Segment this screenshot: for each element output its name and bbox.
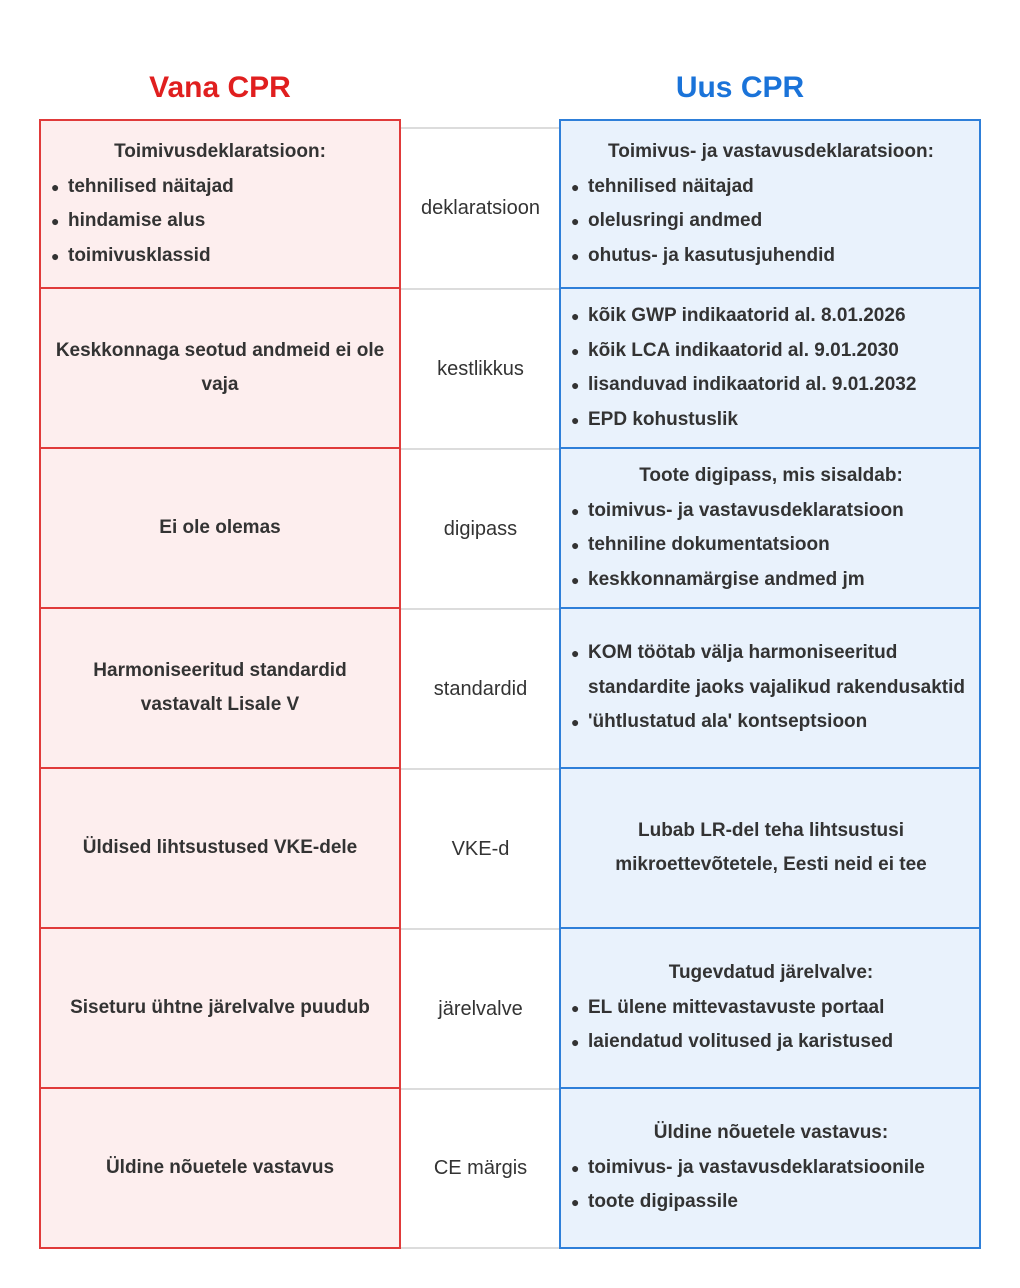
new-cell (561, 929, 979, 1089)
bullet-icon: ● (571, 502, 580, 519)
bullet-text: keskkonnamärgise andmed jm (588, 568, 865, 590)
new-cell (561, 289, 979, 449)
topic-column (401, 127, 560, 1249)
bullet-item (51, 204, 389, 239)
bullet-item (571, 1185, 971, 1220)
old-cell (41, 929, 399, 1089)
bullet-item (571, 1151, 971, 1186)
bullet-text: EL ülene mittevastavuste portaal (588, 996, 885, 1018)
bullet-text: ohutus- ja kasutusjuhendid (588, 244, 836, 266)
bullet-item (571, 494, 971, 529)
bullet-text: hindamise alus (68, 210, 206, 231)
old-cell (41, 1089, 399, 1247)
bullet-item (571, 528, 971, 563)
bullet-item (571, 636, 971, 705)
bullet-icon: ● (571, 377, 580, 393)
bullet-icon: ● (571, 178, 580, 195)
new-cell (561, 449, 979, 609)
old-cpr-heading: Vana CPR (149, 71, 291, 104)
bullet-icon: ● (51, 247, 60, 264)
bullet-text: KOM töötab välja harmoniseeritud standardite jaoks vajalikud rakendusaktid (588, 642, 965, 698)
topic-label: standardid (401, 608, 560, 768)
old-cell (41, 769, 399, 929)
old-cell (41, 289, 399, 449)
old-cell (41, 609, 399, 769)
old-cell (41, 121, 399, 289)
bullet-text: olelusringi andmed (588, 210, 763, 231)
bullet-icon: ● (571, 645, 580, 662)
bullet-item (571, 563, 971, 598)
bullet-item (51, 170, 389, 205)
new-cell-title: Toimivus- ja vastavusdeklaratsioon: (608, 141, 934, 162)
bullet-item (571, 299, 971, 334)
topic-label: digipass (401, 448, 560, 608)
bullet-icon: ● (571, 308, 580, 324)
bullet-item (571, 1025, 971, 1060)
bullet-text: toimivus- ja vastavusdeklaratsioonile (588, 1156, 925, 1178)
bullet-icon: ● (571, 571, 580, 588)
new-cell (561, 609, 979, 769)
old-cell-text: Siseturu ühtne järelvalve puudub (70, 996, 370, 1018)
new-cell-text: Lubab LR-del teha lihtsustusi mikroettevõtetele, Eesti neid ei tee (615, 819, 927, 875)
bullet-icon: ● (571, 247, 580, 264)
bullet-text: EPD kohustuslik (588, 408, 738, 430)
old-cell-text: Ei ole olemas (159, 516, 281, 538)
bullet-icon: ● (51, 213, 60, 229)
new-cell-title: Tugevdatud järelvalve: (668, 962, 874, 984)
bullet-item (571, 368, 971, 403)
old-cell (41, 449, 399, 609)
bullet-text: toimivus- ja vastavusdeklaratsioon (588, 499, 904, 521)
bullet-icon: ● (571, 999, 580, 1016)
bullet-icon: ● (571, 213, 580, 229)
bullet-item (571, 204, 971, 239)
old-cell-text: Üldine nõuetele vastavus (105, 1156, 335, 1178)
bullet-text: tehnilised näitajad (68, 175, 234, 197)
new-cell (561, 121, 979, 289)
bullet-item (571, 239, 971, 274)
old-cell-text: Keskkonnaga seotud andmeid ei ole vaja (55, 339, 385, 395)
bullet-item (571, 991, 971, 1026)
new-cpr-column (559, 119, 981, 1249)
new-cell (561, 1089, 979, 1247)
bullet-icon: ● (571, 714, 580, 731)
bullet-text: lisanduvad indikaatorid al. 9.01.2032 (588, 374, 917, 395)
old-cell-text: Harmoniseeritud standardid vastavalt Lisale V (93, 659, 347, 715)
bullet-text: toimivusklassid (68, 244, 211, 266)
bullet-text: kõik GWP indikaatorid al. 8.01.2026 (588, 305, 906, 326)
bullet-text: tehnilised näitajad (588, 175, 754, 197)
topic-label: deklaratsioon (401, 127, 560, 288)
old-cpr-column (39, 119, 401, 1249)
new-cell-title: Üldine nõuetele vastavus: (653, 1122, 889, 1144)
bullet-icon: ● (571, 537, 580, 553)
new-cpr-heading: Uus CPR (675, 71, 805, 104)
new-cell-title: Toote digipass, mis sisaldab: (639, 465, 903, 486)
topic-label: CE märgis (401, 1088, 560, 1249)
bullet-icon: ● (571, 342, 580, 359)
bullet-text: tehniline dokumentatsioon (588, 534, 830, 555)
old-cell-text: Üldised lihtsustused VKE-dele (82, 836, 358, 858)
bullet-item (571, 170, 971, 205)
bullet-icon: ● (571, 1159, 580, 1176)
bullet-item (571, 705, 971, 740)
bullet-text: kõik LCA indikaatorid al. 9.01.2030 (588, 339, 899, 361)
bullet-text: toote digipassile (588, 1191, 738, 1213)
bullet-item (571, 334, 971, 369)
old-cell-title: Toimivusdeklaratsioon: (114, 141, 326, 162)
bullet-icon: ● (571, 1034, 580, 1051)
bullet-icon: ● (571, 411, 580, 428)
bullet-icon: ● (51, 178, 60, 195)
topic-label: kestlikkus (401, 288, 560, 448)
topic-label: VKE-d (401, 768, 560, 928)
bullet-text: 'ühtlustatud ala' kontseptsioon (588, 711, 868, 733)
bullet-item (571, 403, 971, 438)
bullet-item (51, 239, 389, 274)
topic-label: järelvalve (401, 928, 560, 1088)
bullet-icon: ● (571, 1194, 580, 1211)
new-cell (561, 769, 979, 929)
bullet-text: laiendatud volitused ja karistused (588, 1031, 894, 1053)
